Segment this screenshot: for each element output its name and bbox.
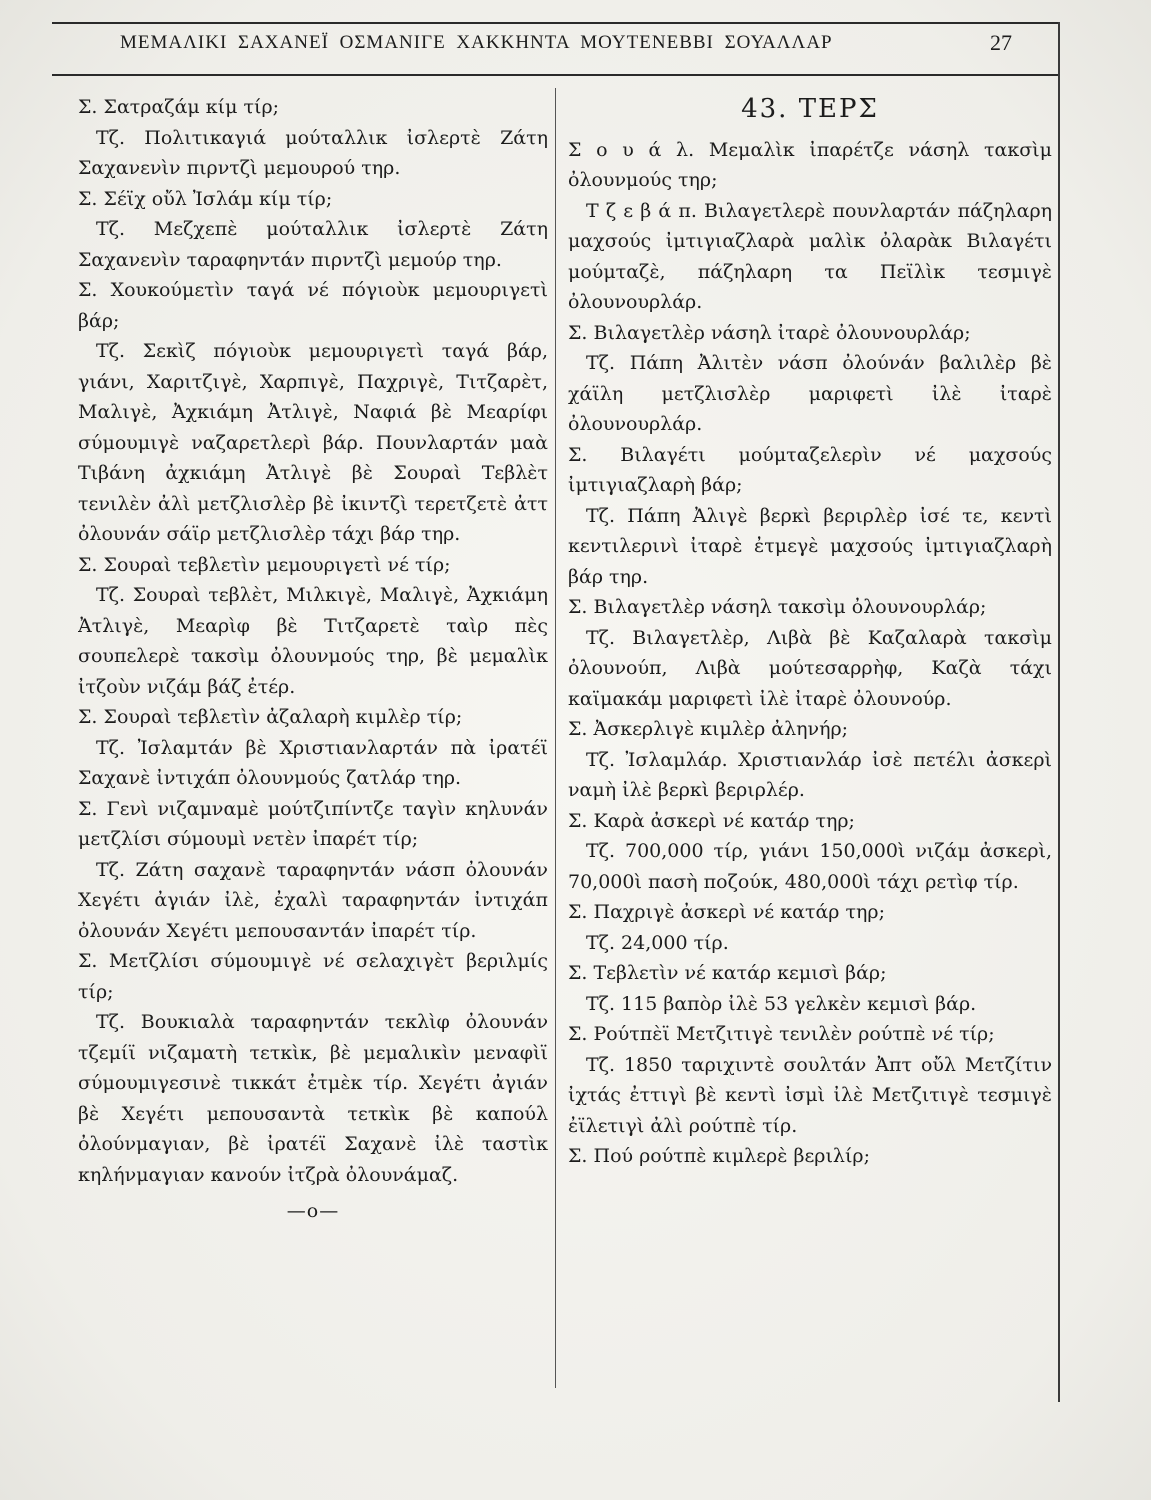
page-number: 27: [990, 30, 1012, 55]
paragraph: Τζ. 24,000 τίρ.: [586, 931, 729, 954]
paragraph: Τ ζ ε β ά π. Βιλαγετλερὲ πουνλαρτάν πάζηλαρη μαχσούς ἰμτιγιαζλαρὰ μαλὶκ ὀλαρὰκ Βιλαγέτι μούμταζὲ, πάζηλαρη τα Πεϊλὶκ τεσμιγὲ ὀλουνουρλάρ.: [568, 199, 1052, 313]
paragraph: Σ. Σατραζάμ κίμ τίρ;: [78, 96, 280, 118]
paragraph: Σ. Σουραὶ τεβλετὶν ἀζαλαρὴ κιμλὲρ τίρ;: [78, 706, 463, 728]
section-separator: —o—: [286, 1200, 340, 1222]
paragraph: Σ. Ρούτπὲϊ Μετζιτιγὲ τενιλὲν ρούτπὲ νέ τίρ;: [568, 1023, 995, 1045]
paragraph: Τζ. Ἰσλαμλάρ. Χριστιανλάρ ἰσὲ πετέλι ἀσκερὶ ναμὴ ἰλὲ βερκὶ βεριρλέρ.: [568, 748, 1052, 801]
paragraph: Τζ. 115 βαπὸρ ἰλὲ 53 γελκὲν κεμισὶ βάρ.: [586, 992, 977, 1015]
paragraph: Σ ο υ ά λ. Μεμαλὶκ ἰπαρέτζε νάσηλ τακσὶμ ὀλουνμούς τηρ;: [568, 138, 1052, 191]
paragraph: Σ. Παχριγὲ ἀσκερὶ νέ κατάρ τηρ;: [568, 901, 885, 923]
right-column: [568, 92, 1052, 1412]
page-frame-rule: [1058, 22, 1060, 1402]
paragraph: Τζ. Πάπη Ἀλιτὲν νάσπ ὀλούνάν βαλιλὲρ βὲ χάϊλη μετζλισλὲρ μαριφετὶ ἰλὲ ἰταρὲ ὀλουνουρλάρ.: [568, 352, 1052, 435]
paragraph: Σ. Βιλαγέτι μούμταζελερὶν νέ μαχσούς ἰμτιγιαζλαρὴ βάρ;: [568, 443, 1052, 496]
paragraph: Τζ. Σεκὶζ πόγιοὺκ μεμουριγετὶ ταγά βάρ, γιάνι, Χαριτζιγὲ, Χαρπιγὲ, Παχριγὲ, Τιτζαρὲτ, Μαλιγὲ, Ἀχκιάμη Ἀτλιγὲ, Ναφιά βὲ Μεαρίφι σύμουμιγὲ ναζαρετλερὶ βάρ. Πουνλαρτάν μαὰ Τιβάνη ἀχκιάμη Ἀτλιγὲ βὲ Σουραὶ Τεβλὲτ τενιλὲν ἀλὶ μετζλισλὲρ βὲ ἰκιντζὶ τερετζετὲ ἀττ ὀλουνάν σάϊρ μετζλισλὲρ τάχι βάρ τηρ.: [78, 340, 548, 545]
running-title: ΜΕΜΑΛΙΚΙ ΣΑΧΑΝΕΪ ΟΣΜΑΝΙΓΕ ΧΑΚΚΗΝΤΑ ΜΟΥΤΕΝΕΒΒΙ ΣΟΥΑΛΛΑΡ: [120, 32, 833, 53]
paragraph: Τζ. Ζάτη σαχανὲ ταραφηντάν νάσπ ὀλουνάν Χεγέτι ἀγιάν ἰλὲ, ἐχαλὶ ταραφηντάν ἰντιχάπ ὀλουνάν Χεγέτι μεπουσαντάν ἰπαρέτ τίρ.: [78, 858, 548, 942]
paragraph: Τζ. Μεζχεπὲ μούταλλικ ἰσλερτὲ Ζάτη Σαχανενὶν ταραφηντάν πιρντζὶ μεμούρ τηρ.: [78, 218, 548, 271]
paragraph: Σ. Τεβλετὶν νέ κατάρ κεμισὶ βάρ;: [568, 962, 887, 984]
paragraph: Τζ. 1850 ταριχιντὲ σουλτάν Ἀπτ οὔλ Μετζίτιν ἰχτάς ἐττιγὶ βὲ κεντὶ ἰσμὶ ἰλὲ Μετζιτιγὲ τεσμιγὲ ἐϊλετιγὶ ἀλὶ ρούτπὲ τίρ.: [568, 1053, 1052, 1137]
lesson-heading: 43. ΤΕΡΣ: [741, 94, 879, 124]
column-divider: [555, 88, 556, 1388]
paragraph: Σ. Βιλαγετλὲρ νάσηλ ἰταρὲ ὀλουνουρλάρ;: [568, 321, 971, 344]
left-column: [78, 92, 548, 1412]
paragraph: Τζ. Σουραὶ τεβλὲτ, Μιλκιγὲ, Μαλιγὲ, Ἀχκιάμη Ἀτλιγὲ, Μεαρὶφ βὲ Τιτζαρετὲ ταὶρ πὲς σουπελερὲ τακσὶμ ὀλουνμούς τηρ, βὲ μεμαλὶκ ἰτζοὺν νιζάμ βάζ ἐτέρ.: [78, 584, 548, 698]
paragraph: Σ. Σέϊχ οὔλ Ἰσλάμ κίμ τίρ;: [78, 187, 333, 210]
paragraph: Σ. Σουραὶ τεβλετὶν μεμουριγετὶ νέ τίρ;: [78, 553, 451, 576]
paragraph: Σ. Γενὶ νιζαμναμὲ μούτζιπίντζε ταγὶν κηλυνάν μετζλίσι σύμουμὶ νετὲν ἰπαρέτ τίρ;: [78, 797, 548, 850]
paragraph: Σ. Χουκούμετὶν ταγά νέ πόγιοὺκ μεμουριγετὶ βάρ;: [78, 279, 548, 332]
paragraph: Τζ. 700,000 τίρ, γιάνι 150,000ὶ νιζάμ ἀσκερὶ, 70,000ὶ πασὴ ποζούκ, 480,000ὶ τάχι ρετὶφ τίρ.: [568, 840, 1052, 893]
paragraph: Σ. Πού ρούτπὲ κιμλερὲ βεριλίρ;: [568, 1145, 870, 1167]
header-rule: [52, 74, 1058, 76]
paragraph: Σ. Βιλαγετλὲρ νάσηλ τακσὶμ ὀλουνουρλάρ;: [568, 596, 987, 618]
paragraph: Τζ. Βουκιαλὰ ταραφηντάν τεκλὶφ ὀλουνάν τζεμίϊ νιζαματὴ τετκὶκ, βὲ μεμαλικὶν μεναφὶϊ σύμουμιγεσινὲ τικκάτ ἐτμὲκ τίρ. Χεγέτι ἀγιάν βὲ Χεγέτι μεπουσαντὰ τετκὶκ βὲ καπούλ ὀλούνμαγιαν, βὲ ἰρατέϊ Σαχανὲ ἰλὲ ταστὶκ κηλήνμαγιαν κανούν ἰτζρὰ ὀλουνάμαζ.: [78, 1011, 548, 1186]
paragraph: Σ. Καρὰ ἀσκερὶ νέ κατάρ τηρ;: [568, 809, 855, 832]
paragraph: Σ. Ἀσκερλιγὲ κιμλὲρ ἀληνήρ;: [568, 718, 849, 740]
paragraph: Τζ. Ἰσλαμτάν βὲ Χριστιανλαρτάν πὰ ἰρατέϊ Σαχανὲ ἰντιχάπ ὀλουνμούς ζατλάρ τηρ.: [78, 736, 548, 789]
paragraph: Τζ. Πολιτικαγιά μούταλλικ ἰσλερτὲ Ζάτη Σαχανενὶν πιρντζὶ μεμουρού τηρ.: [78, 126, 548, 179]
paragraph: Τζ. Βιλαγετλὲρ, Λιβὰ βὲ Καζαλαρὰ τακσὶμ ὀλουνούπ, Λιβὰ μούτεσαρρὴφ, Καζὰ τάχι καϊμακάμ μαριφετὶ ἰλὲ ἰταρὲ ὀλουνούρ.: [568, 626, 1052, 710]
paragraph: Τζ. Πάπη Ἀλιγὲ βερκὶ βεριρλὲρ ἰσέ τε, κεντὶ κεντιλερινὶ ἰταρὲ ἐτμεγὲ μαχσούς ἰμτιγιαζλαρὴ βάρ τηρ.: [568, 504, 1052, 588]
paragraph: Σ. Μετζλίσι σύμουμιγὲ νέ σελαχιγὲτ βεριλμίς τίρ;: [78, 950, 548, 1003]
